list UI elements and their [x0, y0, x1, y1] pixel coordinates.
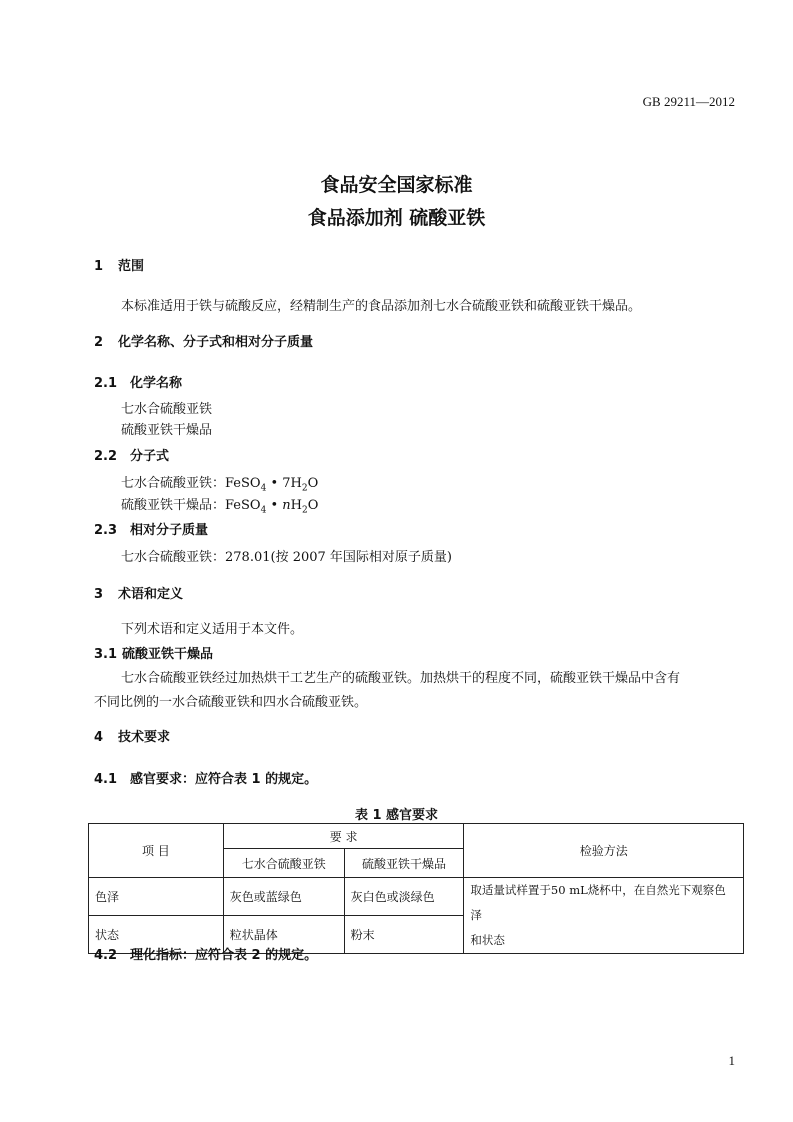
section-number: 2.3 — [94, 523, 118, 538]
page-number: 1 — [728, 1053, 735, 1068]
header-method: 检验方法 — [464, 824, 744, 878]
sensory-requirements-table — [88, 823, 744, 954]
section-title: 化学名称、分子式和相对分子质量 — [118, 335, 314, 350]
header-dried: 硫酸亚铁干燥品 — [344, 849, 464, 878]
header-heptahydrate: 七水合硫酸亚铁 — [223, 849, 344, 878]
section-title: 硫酸亚铁干燥品 — [122, 647, 214, 662]
section-number: 4.1 — [94, 772, 118, 787]
section-4-heading — [94, 726, 170, 745]
section-title: 化学名称 — [130, 376, 183, 391]
section-title: 范围 — [118, 259, 145, 274]
section-2-2-heading — [94, 445, 169, 464]
section-title: 相对分子质量 — [130, 523, 209, 538]
chemical-name-2: 硫酸亚铁干燥品 — [121, 423, 213, 438]
section-1-heading — [94, 255, 144, 274]
section-number: 2.1 — [94, 376, 118, 391]
header-item: 项 目 — [89, 824, 224, 878]
section-title: 感官要求：应符合表 1 的规定。 — [130, 772, 318, 787]
section-2-1-heading — [94, 372, 182, 391]
section-3-heading — [94, 583, 183, 602]
section-4-2-heading — [94, 944, 317, 963]
definition-line-1: 七水合硫酸亚铁经过加热烘干工艺生产的硫酸亚铁。加热烘干的程度不同，硫酸亚铁干燥品中含有 — [121, 671, 681, 686]
section-number: 4.2 — [94, 948, 118, 963]
molecular-weight: 七水合硫酸亚铁：278.01(按 2007 年国际相对原子质量) — [121, 550, 452, 565]
section-1-text: 本标准适用于铁与硫酸反应，经精制生产的食品添加剂七水合硫酸亚铁和硫酸亚铁干燥品。 — [121, 299, 642, 314]
row-dried: 灰白色或淡绿色 — [344, 878, 464, 916]
row-item: 状态 — [89, 916, 224, 954]
section-2-heading — [94, 331, 313, 350]
section-3-text: 下列术语和定义适用于本文件。 — [121, 622, 304, 637]
section-3-1-heading — [94, 643, 213, 662]
section-number: 2.2 — [94, 449, 118, 464]
chemical-name-1: 七水合硫酸亚铁 — [121, 402, 213, 417]
section-title: 技术要求 — [118, 730, 171, 745]
section-number: 3.1 — [94, 647, 118, 662]
doc-title: 食品安全国家标准 — [320, 174, 473, 196]
section-title: 术语和定义 — [118, 587, 184, 602]
row-heptahydrate: 粒状晶体 — [223, 916, 344, 954]
row-heptahydrate: 灰色或蓝绿色 — [223, 878, 344, 916]
section-number: 1 — [94, 259, 104, 274]
definition-line-2: 不同比例的一水合硫酸亚铁和四水合硫酸亚铁。 — [94, 695, 368, 710]
row-dried: 粉末 — [344, 916, 464, 954]
formula-1: 七水合硫酸亚铁：FeSO$_4$ • $7H_2O$ — [121, 476, 319, 494]
section-4-1-heading — [94, 768, 317, 787]
section-2-3-heading — [94, 519, 208, 538]
section-number: 4 — [94, 730, 104, 745]
table-row — [89, 878, 744, 916]
table-1-caption: 表 1 感官要求 — [354, 808, 439, 823]
test-method: 取适量试样置于50 mL烧杯中，在自然光下观察色泽 和状态 — [464, 878, 744, 954]
formula-2: 硫酸亚铁干燥品：FeSO$_4$ • $nH_2O$ — [121, 498, 319, 516]
doc-subtitle: 食品添加剂 硫酸亚铁 — [307, 207, 486, 229]
standard-number: GB 29211—2012 — [642, 94, 735, 109]
section-number: 3 — [94, 587, 104, 602]
section-title: 分子式 — [130, 449, 170, 464]
header-requirements: 要 求 — [223, 824, 464, 849]
section-number: 2 — [94, 335, 104, 350]
section-title: 理化指标：应符合表 2 的规定。 — [130, 948, 318, 963]
row-item: 色泽 — [89, 878, 224, 916]
